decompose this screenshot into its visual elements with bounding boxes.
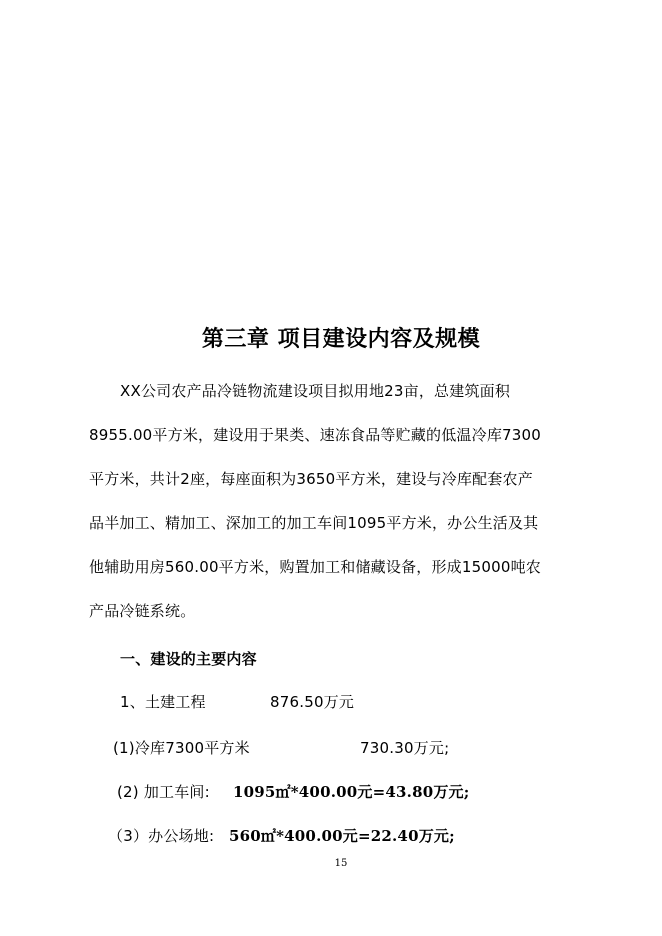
item-2-formula: 1095㎡*400.00元=43.80万元; (233, 783, 470, 801)
chapter-title: 第三章 项目建设内容及规模 (201, 327, 481, 352)
paragraph-line-4: 品半加工、精加工、深加工的加工车间1095平方米，办公生活及其 (89, 514, 539, 532)
page-number: 15 (334, 858, 348, 869)
paragraph-line-1: XX公司农产品冷链物流建设项目拟用地23亩，总建筑面积 (120, 382, 511, 400)
paragraph-line-2: 8955.00平方米，建设用于果类、速冻食品等贮藏的低温冷库7300 (89, 426, 542, 444)
civil-works-amount: 876.50万元 (270, 693, 355, 711)
civil-works-label: 1、土建工程 (120, 693, 206, 711)
paragraph-line-6: 产品冷链系统。 (89, 602, 196, 620)
paragraph-line-5: 他辅助用房560.00平方米，购置加工和储藏设备，形成15000吨农 (89, 558, 542, 576)
section-heading: 一、建设的主要内容 (120, 650, 257, 668)
paragraph-line-3: 平方米，共计2座，每座面积为3650平方米，建设与冷库配套农产 (89, 470, 533, 488)
item-1-amount: 730.30万元; (360, 739, 450, 757)
item-3-formula: 560㎡*400.00元=22.40万元; (229, 827, 455, 845)
item-1-label: (1)冷库7300平方米 (113, 739, 250, 757)
item-3-label: （3）办公场地: (108, 827, 215, 845)
item-2-label: (2) 加工车间: (117, 783, 210, 801)
